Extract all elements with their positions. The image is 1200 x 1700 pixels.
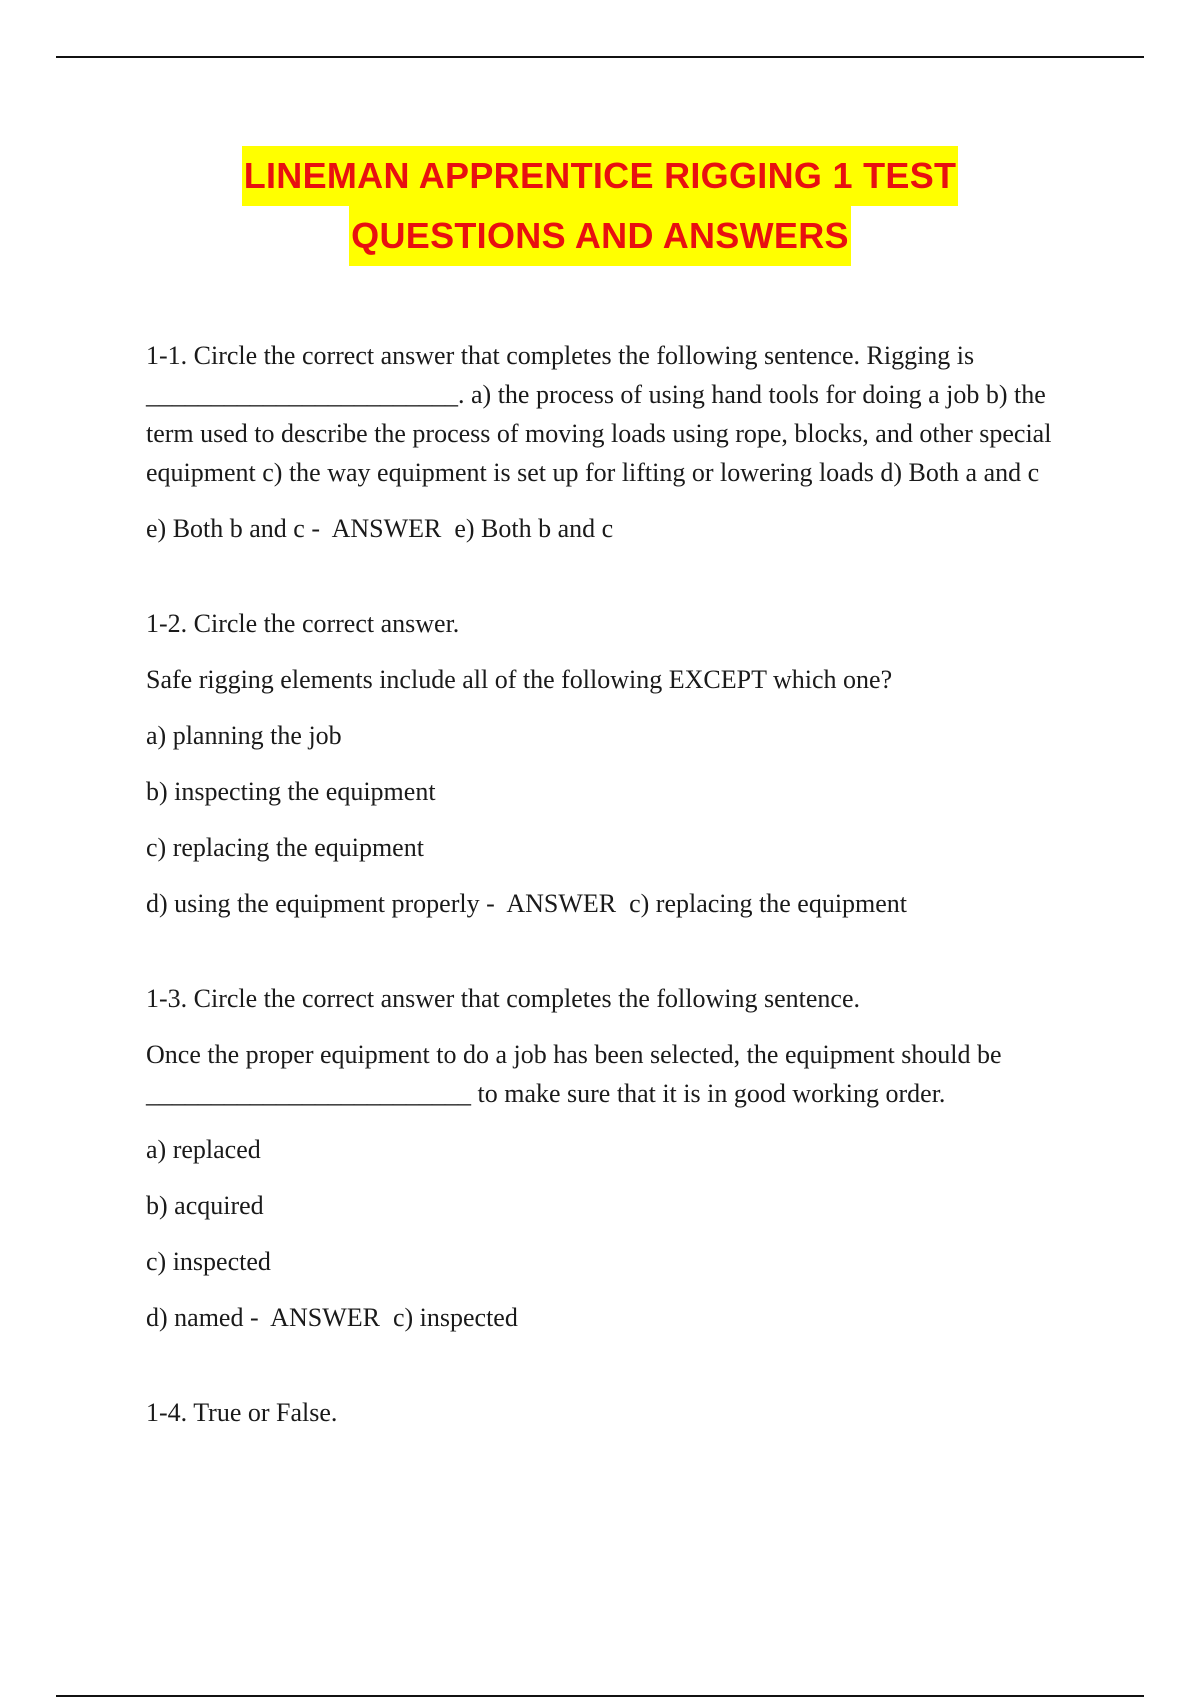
question-text: 1-4. True or False. [146,1398,338,1427]
document-title [0,146,1200,266]
question-list [146,336,1076,1449]
top-rule [56,56,1144,58]
question-prompt: Safe rigging elements include all of the following EXCEPT which one? [146,665,893,694]
option-c: c) replacing the equipment [146,833,424,862]
answer-line: d) named - ANSWER c) inspected [146,1303,518,1332]
question-1-3 [146,979,1076,1337]
question-text: 1-1. Circle the correct answer that completes the following sentence. Rigging is ________________________. a) the process of using hand tools for doing a job b) the term used to describe the process of moving loads using rope, blocks, and other special equipment c) the way equipment is set up for lifting or lowering loads d) Both a and c [146,341,1052,487]
bottom-rule [56,1695,1144,1697]
question-1-2 [146,604,1076,923]
answer-line: d) using the equipment properly - ANSWER c) replacing the equipment [146,889,908,918]
question-1-1 [146,336,1076,548]
question-text: 1-2. Circle the correct answer. [146,609,460,638]
option-a: a) planning the job [146,721,342,750]
title-line-2: QUESTIONS AND ANSWERS [349,206,851,266]
option-c: c) inspected [146,1247,271,1276]
question-1-4 [146,1393,1076,1432]
question-text: 1-3. Circle the correct answer that completes the following sentence. [146,984,861,1013]
title-line-1: LINEMAN APPRENTICE RIGGING 1 TEST [242,146,959,206]
option-a: a) replaced [146,1135,261,1164]
question-prompt: Once the proper equipment to do a job has been selected, the equipment should be _________________________ to make sure that it is in good working order. [146,1040,1002,1108]
option-b: b) inspecting the equipment [146,777,436,806]
option-b: b) acquired [146,1191,264,1220]
answer-line: e) Both b and c - ANSWER e) Both b and c [146,514,614,543]
